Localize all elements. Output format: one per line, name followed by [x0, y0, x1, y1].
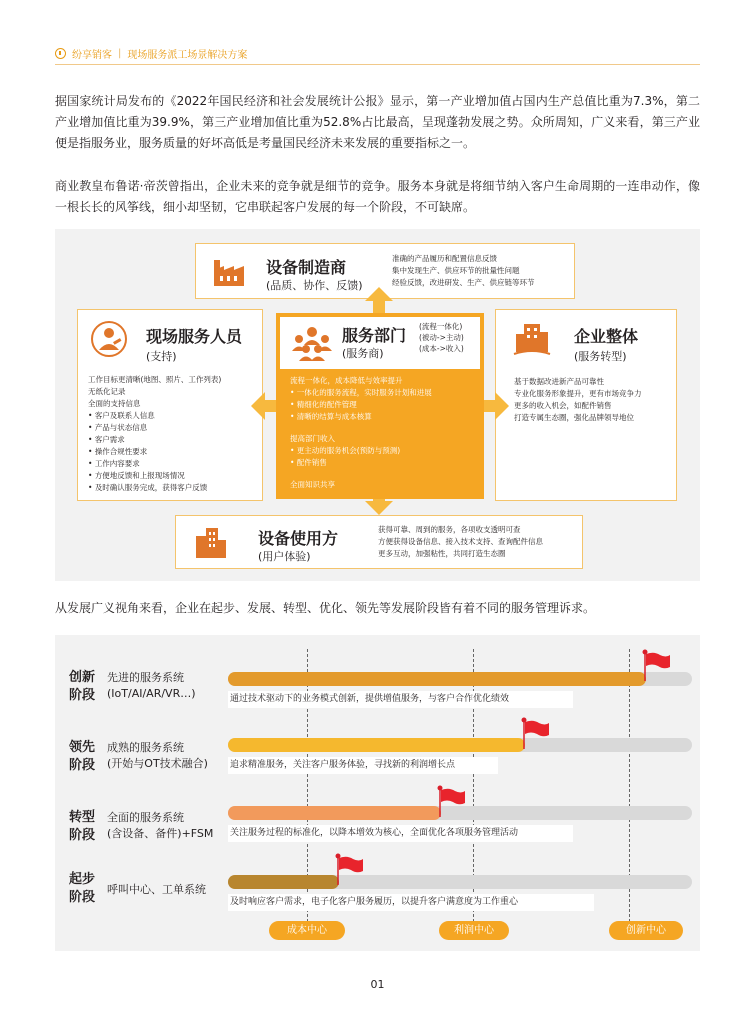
stage-label-line: 创新 [69, 670, 96, 685]
note-line: 基于数据改进新产品可靠性 [514, 377, 604, 386]
bullet-line: • 方便地反馈和上报现场情况 [88, 471, 185, 480]
innovation-center-pill: 创新中心 [609, 921, 683, 940]
manufacturer-notes [392, 253, 535, 289]
stage-desc-line: 先进的服务系统 [107, 671, 184, 684]
flag-icon [521, 717, 551, 751]
bullet-line: • 工作内容要求 [88, 459, 140, 468]
service-dept-line: • 更主动的服务机会(预防与预测) [290, 446, 401, 455]
stage-description [107, 740, 208, 772]
service-dept-line: 流程一体化，成本降低与效率提升 [290, 376, 403, 385]
note-line: 无纸化记录 [88, 387, 126, 396]
team-icon [290, 323, 334, 363]
factory-icon [212, 256, 248, 288]
stage-detail: 追求精准服务，关注客户服务体验，寻找新的利润增长点 [228, 757, 498, 774]
stage-label-line: 领先 [69, 740, 96, 755]
stage-flag [521, 717, 551, 755]
note-line: (成本->收入) [419, 344, 464, 353]
stage-description [107, 882, 206, 898]
stage-desc-line: (开始与OT技术融合) [107, 757, 208, 770]
development-stage-chart [55, 635, 700, 951]
flag-icon [642, 649, 672, 683]
note-line: 准确的产品履历和配置信息反馈 [392, 254, 497, 263]
bullet-line: • 操作合规性要求 [88, 447, 148, 456]
bullet-line: • 客户需求 [88, 435, 125, 444]
note-line: 全面的支持信息 [88, 399, 141, 408]
device-user-title: 设备使用方 [258, 529, 339, 548]
bullet-line: • 产品与状态信息 [88, 423, 148, 432]
cost-center-pill: 成本中心 [269, 921, 345, 940]
device-user-box [175, 515, 583, 569]
service-dept-notes [419, 321, 464, 354]
intro-paragraph: 据国家统计局发布的《2022年国民经济和社会发展统计公报》显示，第一产业增加值占国内生产总值比重为7.3%，第二产业增加值比重为39.9%，第三产业增加值比重为52.8%占比最高，呈现蓬勃发展之势。众所周知，广义来看，第三产业便是指服务业，服务质量的好坏高低是考量国民经济未来发展的重要指标之一。 [55, 94, 700, 150]
arrow-down-icon [365, 501, 393, 515]
stage-label-line: 起步 [69, 872, 96, 887]
flag-icon [335, 853, 365, 887]
field-staff-box [77, 309, 263, 501]
stage-detail: 关注服务过程的标准化，以降本增效为核心，全面优化各项服务管理活动 [228, 825, 573, 842]
service-dept-line: • 一体化的服务流程，实时服务计划和进展 [290, 388, 432, 397]
stage-progress-fill [228, 672, 646, 686]
stage-desc-line: (IoT/AI/AR/VR…) [107, 687, 196, 700]
stage-label-line: 阶段 [69, 688, 96, 703]
brand-name: 纷享销客 [72, 50, 112, 61]
stage-progress-fill [228, 875, 339, 889]
stage-progress-track [228, 672, 692, 686]
service-dept-line: • 清晰的结算与成本核算 [290, 412, 372, 421]
arrow-shaft-up [373, 299, 385, 313]
bullet-line: • 客户及联系人信息 [88, 411, 155, 420]
stage-label [69, 739, 95, 775]
bullet-line: • 及时确认服务完成，获得客户反馈 [88, 483, 208, 492]
stage-label-line: 阶段 [69, 890, 96, 905]
field-staff-notes [88, 374, 221, 494]
profit-center-pill: 利润中心 [439, 921, 509, 940]
service-dept-title: 服务部门 [342, 326, 407, 345]
page-number: 01 [370, 978, 385, 991]
stage-desc-line: 呼叫中心、工单系统 [107, 883, 206, 896]
page-header [55, 43, 700, 65]
arrow-up-icon [365, 287, 393, 301]
service-dept-line: 提高部门收入 [290, 434, 335, 443]
note-line: 工作目标更清晰(地图、照片、工作列表) [88, 375, 222, 384]
building-icon [512, 320, 552, 360]
stage-label-line: 阶段 [69, 828, 96, 843]
stage-flag [335, 853, 365, 891]
office-building-icon [192, 526, 228, 560]
enterprise-subtitle: (服务转型) [574, 350, 627, 363]
field-staff-subtitle: (支持) [146, 350, 177, 363]
stage-progress-fill [228, 806, 441, 820]
note-line: 方便获得设备信息、接入技术支持、查询配件信息 [378, 537, 543, 546]
note-line: 集中发现生产、供应环节的批量性问题 [392, 266, 520, 275]
note-line: (流程一体化) [419, 322, 463, 331]
arrow-left-icon [251, 392, 265, 420]
note-line: 获得可靠、周到的服务，各项收支透明可查 [378, 525, 521, 534]
service-dept-box [276, 313, 484, 499]
service-dept-line: • 配件销售 [290, 458, 327, 467]
stage-description [107, 670, 196, 702]
note-line: 专业化服务形象提升，更有市场竞争力 [514, 389, 642, 398]
header-divider: | [118, 48, 122, 59]
stage-desc-line: 全面的服务系统 [107, 811, 184, 824]
note-line: (被动->主动) [419, 333, 464, 342]
stage-label [69, 871, 95, 907]
service-dept-line: • 精细化的配件管理 [290, 400, 357, 409]
note-line: 更多的收入机会，如配件销售 [514, 401, 612, 410]
note-line: 经验反馈，改进研发、生产、供应链等环节 [392, 278, 535, 287]
service-ecosystem-diagram [55, 229, 700, 581]
device-user-subtitle: (用户体验) [258, 550, 311, 563]
device-user-notes [378, 524, 543, 560]
stage-desc-line: (含设备、备件)+FSM [107, 827, 214, 840]
manufacturer-title: 设备制造商 [266, 258, 347, 277]
enterprise-title: 企业整体 [574, 327, 639, 346]
stages-intro-paragraph: 从发展广义视角来看，企业在起步、发展、转型、优化、领先等发展阶段皆有着不同的服务管理诉求。 [55, 601, 596, 615]
stage-label [69, 669, 95, 705]
field-staff-title: 现场服务人员 [146, 327, 243, 346]
stage-progress-track [228, 875, 692, 889]
service-dept-line: 全面知识共享 [290, 480, 335, 489]
quote-paragraph: 商业教皇布鲁诺·帝茨曾指出，企业未来的竞争就是细节的竞争。服务本身就是将细节纳入客户生命周期的一连串动作，像一根长长的风筝线，细小却坚韧，它串联起客户发展的每一个阶段，不可缺席。 [55, 179, 700, 214]
note-line: 更多互动，加强粘性，共同打造生态圈 [378, 549, 506, 558]
stage-label [69, 809, 95, 845]
stage-progress-fill [228, 738, 525, 752]
stage-description [107, 810, 213, 842]
stage-label-line: 阶段 [69, 758, 96, 773]
brand-logo-icon [55, 48, 66, 59]
stage-detail: 及时响应客户需求，电子化客户服务履历，以提升客户满意度为工作重心 [228, 894, 594, 911]
enterprise-notes [514, 376, 642, 424]
arrow-shaft-right [484, 400, 495, 412]
stage-flag [437, 785, 467, 823]
header-title: 现场服务派工场景解决方案 [127, 50, 248, 61]
stage-flag [642, 649, 672, 687]
technician-icon [90, 320, 128, 358]
stage-label-line: 转型 [69, 810, 96, 825]
arrow-right-icon [495, 392, 509, 420]
note-line: 打造专属生态圈，强化品牌领导地位 [514, 413, 634, 422]
stage-progress-track [228, 738, 692, 752]
service-dept-subtitle: (服务商) [342, 347, 384, 360]
flag-icon [437, 785, 467, 819]
enterprise-box [495, 309, 677, 501]
manufacturer-subtitle: (品质、协作、反馈) [266, 279, 363, 292]
stage-detail: 通过技术驱动下的业务模式创新，提供增值服务，与客户合作优化绩效 [228, 691, 573, 708]
stage-desc-line: 成熟的服务系统 [107, 741, 184, 754]
